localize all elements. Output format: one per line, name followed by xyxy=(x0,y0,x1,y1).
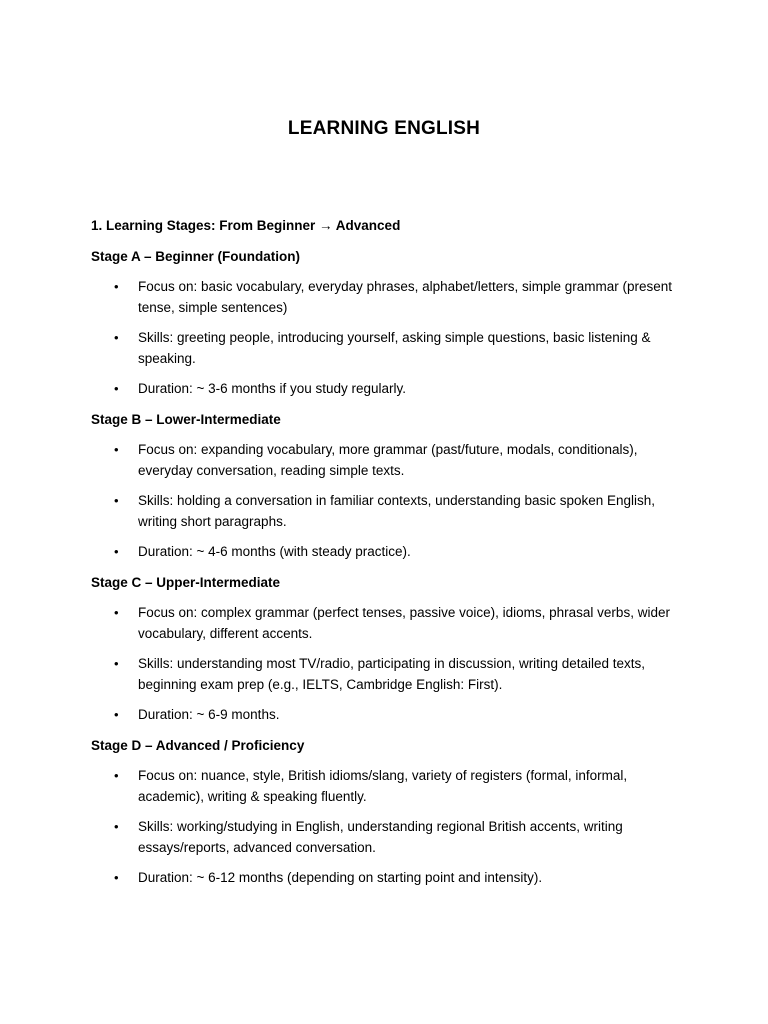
list-item-text: Focus on: nuance, style, British idioms/slang, variety of registers (formal, informal, academic), writing & speaking fluently. xyxy=(138,768,628,804)
list-item xyxy=(91,277,691,318)
list-item-text: Focus on: complex grammar (perfect tenses, passive voice), idioms, phrasal verbs, wider vocabulary, different accents. xyxy=(138,605,670,641)
list-item-text: Duration: ~ 3-6 months if you study regularly. xyxy=(138,381,407,396)
stage-b-list xyxy=(91,440,691,563)
list-item-text: Skills: understanding most TV/radio, participating in discussion, writing detailed texts, beginning exam prep (e.g., IELTS, Cambridge English: First). xyxy=(138,656,646,692)
list-item-text: Focus on: basic vocabulary, everyday phrases, alphabet/letters, simple grammar (present tense, simple sentences) xyxy=(138,279,672,315)
list-item xyxy=(91,705,691,726)
bullet-icon: • xyxy=(114,605,119,620)
bullet-icon: • xyxy=(114,544,119,559)
bullet-icon: • xyxy=(114,819,119,834)
stage-a-heading: Stage A – Beginner (Foundation) xyxy=(91,248,300,264)
list-item-text: Skills: working/studying in English, understanding regional British accents, writing essays/reports, advanced conversation. xyxy=(138,819,623,855)
stage-d-heading: Stage D – Advanced / Proficiency xyxy=(91,737,305,753)
list-item xyxy=(91,766,691,807)
list-item xyxy=(91,654,691,695)
list-item-text: Duration: ~ 6-9 months. xyxy=(138,707,280,722)
section-heading: 1. Learning Stages: From Beginner → Advanced xyxy=(91,218,401,233)
list-item-text: Duration: ~ 4-6 months (with steady practice). xyxy=(138,544,411,559)
bullet-icon: • xyxy=(114,870,119,885)
page-title: LEARNING ENGLISH xyxy=(287,118,481,139)
stage-c-heading: Stage C – Upper-Intermediate xyxy=(91,574,281,590)
list-item xyxy=(91,603,691,644)
list-item xyxy=(91,328,691,369)
bullet-icon: • xyxy=(114,330,119,345)
bullet-icon: • xyxy=(114,768,119,783)
bullet-icon: • xyxy=(114,493,119,508)
stage-b-heading: Stage B – Lower-Intermediate xyxy=(91,411,281,427)
list-item-text: Skills: holding a conversation in familiar contexts, understanding basic spoken English, writing short paragraphs. xyxy=(138,493,656,529)
list-item xyxy=(91,817,691,858)
stage-a-list xyxy=(91,277,691,400)
list-item xyxy=(91,868,691,889)
document-body xyxy=(91,216,691,899)
list-item xyxy=(91,542,691,563)
bullet-icon: • xyxy=(114,442,119,457)
stage-c-list xyxy=(91,603,691,726)
list-item xyxy=(91,379,691,400)
list-item-text: Skills: greeting people, introducing yourself, asking simple questions, basic listening & speaking. xyxy=(138,330,651,366)
bullet-icon: • xyxy=(114,656,119,671)
list-item xyxy=(91,440,691,481)
bullet-icon: • xyxy=(114,707,119,722)
stage-d-list xyxy=(91,766,691,889)
list-item-text: Focus on: expanding vocabulary, more grammar (past/future, modals, conditionals), everyday conversation, reading simple texts. xyxy=(138,442,638,478)
list-item xyxy=(91,491,691,532)
bullet-icon: • xyxy=(114,381,119,396)
bullet-icon: • xyxy=(114,279,119,294)
list-item-text: Duration: ~ 6-12 months (depending on starting point and intensity). xyxy=(138,870,543,885)
